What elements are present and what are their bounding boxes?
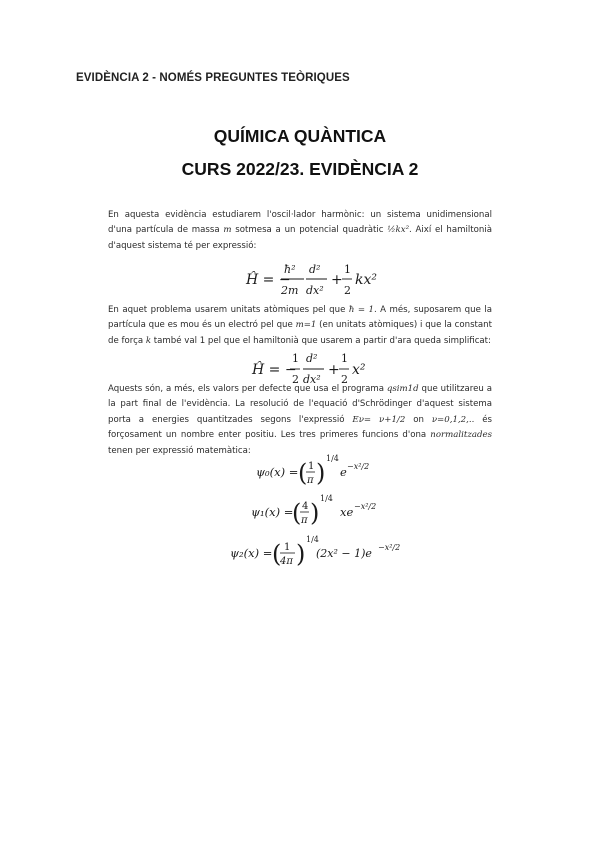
h1-two: 2 — [344, 284, 351, 297]
h2-lhs: Ĥ = − — [252, 362, 297, 378]
para1-var-m: m — [223, 225, 232, 236]
h2-one: 1 — [292, 352, 299, 365]
para1-text-c: . Així el hamiltonià d'aquest sistema té per expressió: — [108, 225, 492, 251]
hamiltonian-equation — [0, 258, 600, 302]
para2-text-b: . A més, suposarem que la partícula que es mou és un electró pel que — [108, 305, 492, 331]
h1-lhs: Ĥ = − — [246, 272, 291, 288]
paragraph-intro — [108, 208, 492, 254]
h2-two: 2 — [292, 373, 299, 386]
psi1-rhs: xe — [340, 505, 354, 519]
para3-text-c: on — [405, 414, 432, 425]
para3-nu-values: ν=0,1,2,.. — [431, 414, 475, 425]
psi0-paren-right: ) — [316, 459, 326, 487]
h1-2m: 2m — [281, 284, 299, 297]
h1-kx2: kx² — [355, 272, 377, 288]
psi0-lhs: ψ₀(x) = — [256, 465, 299, 479]
para2-text-a: En aquet problema usarem unitats atòmiques pel que — [108, 305, 349, 315]
h1-d2: d² — [309, 263, 321, 276]
h1-one: 1 — [344, 263, 351, 276]
document-header: EVIDÈNCIA 2 - NOMÉS PREGUNTES TEÒRIQUES — [76, 72, 350, 84]
para2-var-k: k — [145, 335, 152, 346]
para2-text-c: (en unitats atòmiques) i que la constant de força — [108, 320, 492, 346]
h2-two-b: 2 — [341, 373, 348, 386]
psi1-sup: −x²/2 — [354, 502, 377, 511]
psi1-den: π — [301, 515, 308, 526]
psi2-lhs: ψ₂(x) = — [230, 546, 273, 560]
psi0-paren-left: ( — [298, 459, 308, 487]
paragraph-units — [108, 303, 492, 349]
document-title: QUÍMICA QUÀNTICA — [213, 126, 387, 146]
psi2-exp: 1/4 — [306, 535, 319, 544]
h1-dx2: dx² — [306, 284, 324, 297]
h2-plus: + — [328, 362, 340, 378]
h2-x2: x² — [352, 362, 366, 378]
psi0-equation — [0, 452, 600, 490]
psi2-num: 1 — [284, 542, 291, 553]
psi2-paren-right: ) — [296, 540, 306, 568]
psi0-den: π — [307, 475, 314, 486]
psi0-num: 1 — [308, 461, 315, 472]
psi2-sup: −x²/2 — [378, 543, 401, 552]
h2-dx2: dx² — [303, 373, 321, 386]
para3-normalized: normalitzades — [430, 430, 492, 441]
para2-m-eq: m=1 — [295, 320, 317, 331]
h1-plus: + — [331, 272, 343, 288]
psi2-rhs: (2x² − 1)e — [316, 547, 372, 560]
psi1-paren-right: ) — [310, 499, 320, 527]
psi0-exp: 1/4 — [326, 454, 339, 463]
psi2-paren-left: ( — [272, 540, 282, 568]
psi0-sup: −x²/2 — [347, 462, 370, 471]
para1-potential: ½kx² — [387, 225, 410, 236]
psi2-equation — [0, 533, 600, 573]
psi0-rhs: e — [340, 465, 347, 479]
psi1-num: 4 — [302, 501, 309, 512]
para3-text-e: tenen per expressió matemàtica: — [108, 445, 251, 456]
para1-text-a: En aquesta evidència estudiarem l'oscil·lador harmònic: un sistema unidimensional d'una partícula de massa — [108, 210, 492, 236]
document-subtitle: CURS 2022/23. EVIDÈNCIA 2 — [181, 159, 419, 179]
psi2-den: 4π — [280, 556, 293, 567]
psi1-exp: 1/4 — [320, 494, 333, 503]
psi1-lhs: ψ₁(x) = — [251, 505, 294, 519]
h2-d2: d² — [306, 352, 318, 365]
para3-text-d: és forçosament un nombre enter positiu. Les tres primeres funcions d'ona — [108, 414, 493, 441]
paragraph-wavefunctions — [108, 382, 492, 459]
para3-program: qsim1d — [386, 384, 419, 394]
para3-text-a: Aquests són, a més, els valors per defecte que usa el programa — [108, 384, 387, 394]
para3-text-b: que utilitzareu a la part final de l'evidència. La resolució de l'equació d'Schrödinger d'aquest sistema porta a energies quantitzades segons l'expressió — [108, 384, 492, 425]
h2-one-b: 1 — [341, 352, 348, 365]
para1-text-b: sotmesa a un potencial quadràtic — [231, 225, 388, 236]
para2-text-d: també val 1 pel que el hamiltonià que usarem a partir d'ara queda simplificat: — [151, 335, 491, 346]
h1-hbar: ħ² — [284, 263, 296, 276]
psi1-equation — [0, 492, 600, 530]
psi1-paren-left: ( — [292, 499, 302, 527]
para3-energy: Eν= ν+1/2 — [352, 414, 406, 425]
para2-hbar-eq: ħ = 1 — [348, 305, 374, 315]
